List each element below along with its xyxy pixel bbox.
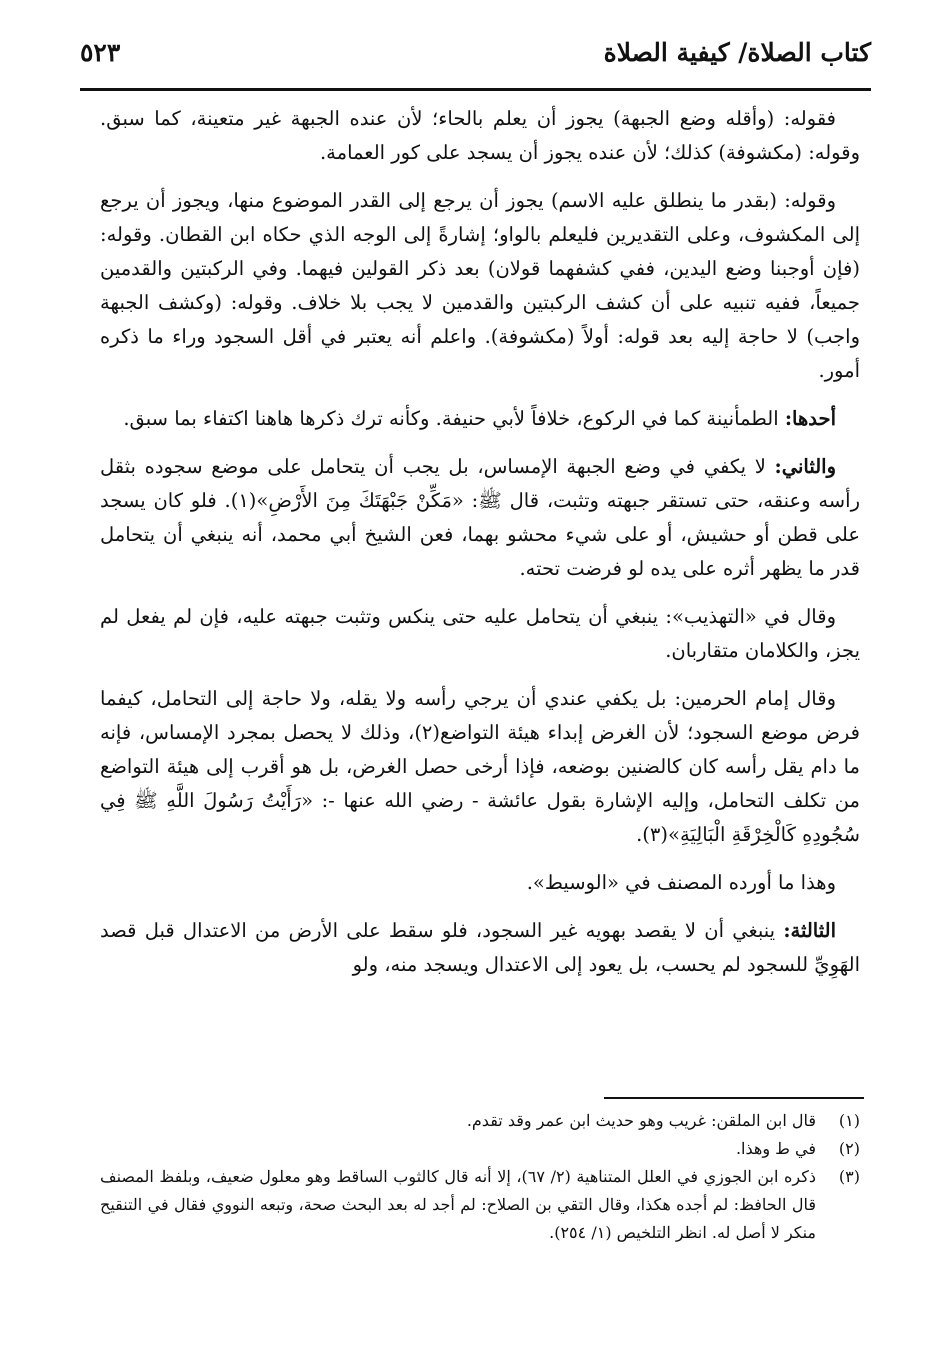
running-header: [80, 30, 871, 90]
footnote-text: ذكره ابن الجوزي في العلل المتناهية (٢/ ٦٧)، إلا أنه قال كالثوب الساقط وهو معلول ضعيف، وبلفظ المصنف قال الحافظ: لم أجده هكذا، وقال التقي بن الصلاح: لم أجد له بعد البحث صحة، وتبعه النووي فقال في التنقيح منكر لا أصل له. انظر التلخيص (١/ ٢٥٤).: [100, 1167, 816, 1242]
main-text: [100, 102, 860, 996]
footnotes: [100, 1107, 860, 1247]
footnote: [100, 1163, 860, 1247]
footnote-number: (٢): [838, 1139, 860, 1158]
page-number: ٥٢٣: [80, 38, 121, 67]
paragraph: فقوله: (وأقله وضع الجبهة) يجوز أن يعلم بالحاء؛ لأن عنده الجبهة غير متعينة، كما سبق. وقوله: (مكشوفة) كذلك؛ لأن عنده يجوز أن يسجد على كور العمامة.: [100, 107, 860, 164]
paragraph: وقال في «التهذيب»: ينبغي أن يتحامل عليه حتى ينكس وتثبت جبهته عليه، فإن لم يفعل لم يجز، والكلامان متقاربان.: [100, 605, 860, 662]
footnote: [100, 1135, 860, 1163]
paragraph-lead: الثالثة:: [783, 919, 836, 942]
footnote-text: قال ابن الملقن: غريب وهو حديث ابن عمر وقد تقدم.: [466, 1111, 816, 1130]
paragraph: وهذا ما أورده المصنف في «الوسيط».: [526, 871, 836, 894]
footnote: [100, 1107, 860, 1135]
footnote-number: (١): [838, 1111, 860, 1130]
header-divider: [80, 88, 871, 91]
paragraph-lead: أحدها:: [784, 407, 836, 430]
paragraph-lead: والثاني:: [774, 455, 836, 478]
paragraph: والثاني: لا يكفي في وضع الجبهة الإمساس، بل يجب أن يتحامل على موضع سجوده بثقل رأسه وعنقه، حتى تستقر جبهته وتثبت، قال ﷺ: «مَكِّنْ جَبْهَتَكَ مِنَ الأَرْضِ»(١). فلو كان يسجد على قطن أو حشيش، أو على شيء محشو بهما، فعن الشيخ أبي محمد، أنه ينبغي أن يتحامل قدر ما يظهر أثره على يده لو فرضت تحته.: [100, 455, 860, 580]
paragraph: أحدها: الطمأنينة كما في الركوع، خلافاً لأبي حنيفة. وكأنه ترك ذكرها هاهنا اكتفاء بما سبق.: [123, 407, 836, 430]
paragraph: وقوله: (بقدر ما ينطلق عليه الاسم) يجوز أن يرجع إلى القدر الموضوع منها، ويجوز أن يرجع إلى المكشوف، وعلى التقديرين فليعلم بالواو؛ إشارةً إلى الوجه الذي حكاه ابن القطان. وقوله: (فإن أوجبنا وضع اليدين، ففي كشفهما قولان) بعد ذكر القولين فيهما. وفي الركبتين والقدمين جميعاً، ففيه تنبيه على أن كشف الركبتين والقدمين لا يجب بلا خلاف. وقوله: (وكشف الجبهة واجب) لا حاجة إليه بعد قوله: أولاً (مكشوفة). واعلم أنه يعتبر في أقل السجود وراء ما ذكره أمور.: [100, 189, 860, 382]
footnote-number: (٣): [838, 1167, 860, 1186]
footnote-text: في ط وهذا.: [735, 1139, 816, 1158]
footnote-divider: [604, 1097, 864, 1099]
paragraph: وقال إمام الحرمين: بل يكفي عندي أن يرجي رأسه ولا يقله، ولا حاجة إلى التحامل، كيفما فرض موضع السجود؛ لأن الغرض إبداء هيئة التواضع(٢)، وذلك لا يحصل بمجرد الإمساس، فإنه ما دام يقل رأسه كان كالضنين بوضعه، فإذا أرخى حصل الغرض، بل هو أقرب إلى هيئة التواضع من تكلف التحامل، وإليه الإشارة بقول عائشة - رضي الله عنها -: «رَأَيْتُ رَسُولَ اللَّهِ ﷺ فِي سُجُودِهِ كَالْخِرْقَةِ الْبَالِيَةِ»(٣).: [100, 687, 860, 846]
header-title: كتاب الصلاة/ كيفية الصلاة: [603, 38, 871, 67]
paragraph: الثالثة: ينبغي أن لا يقصد بهويه غير السجود، فلو سقط على الأرض من الاعتدال قبل قصد الهَوِيِّ للسجود لم يحسب، بل يعود إلى الاعتدال ويسجد منه، ولو: [100, 919, 860, 976]
